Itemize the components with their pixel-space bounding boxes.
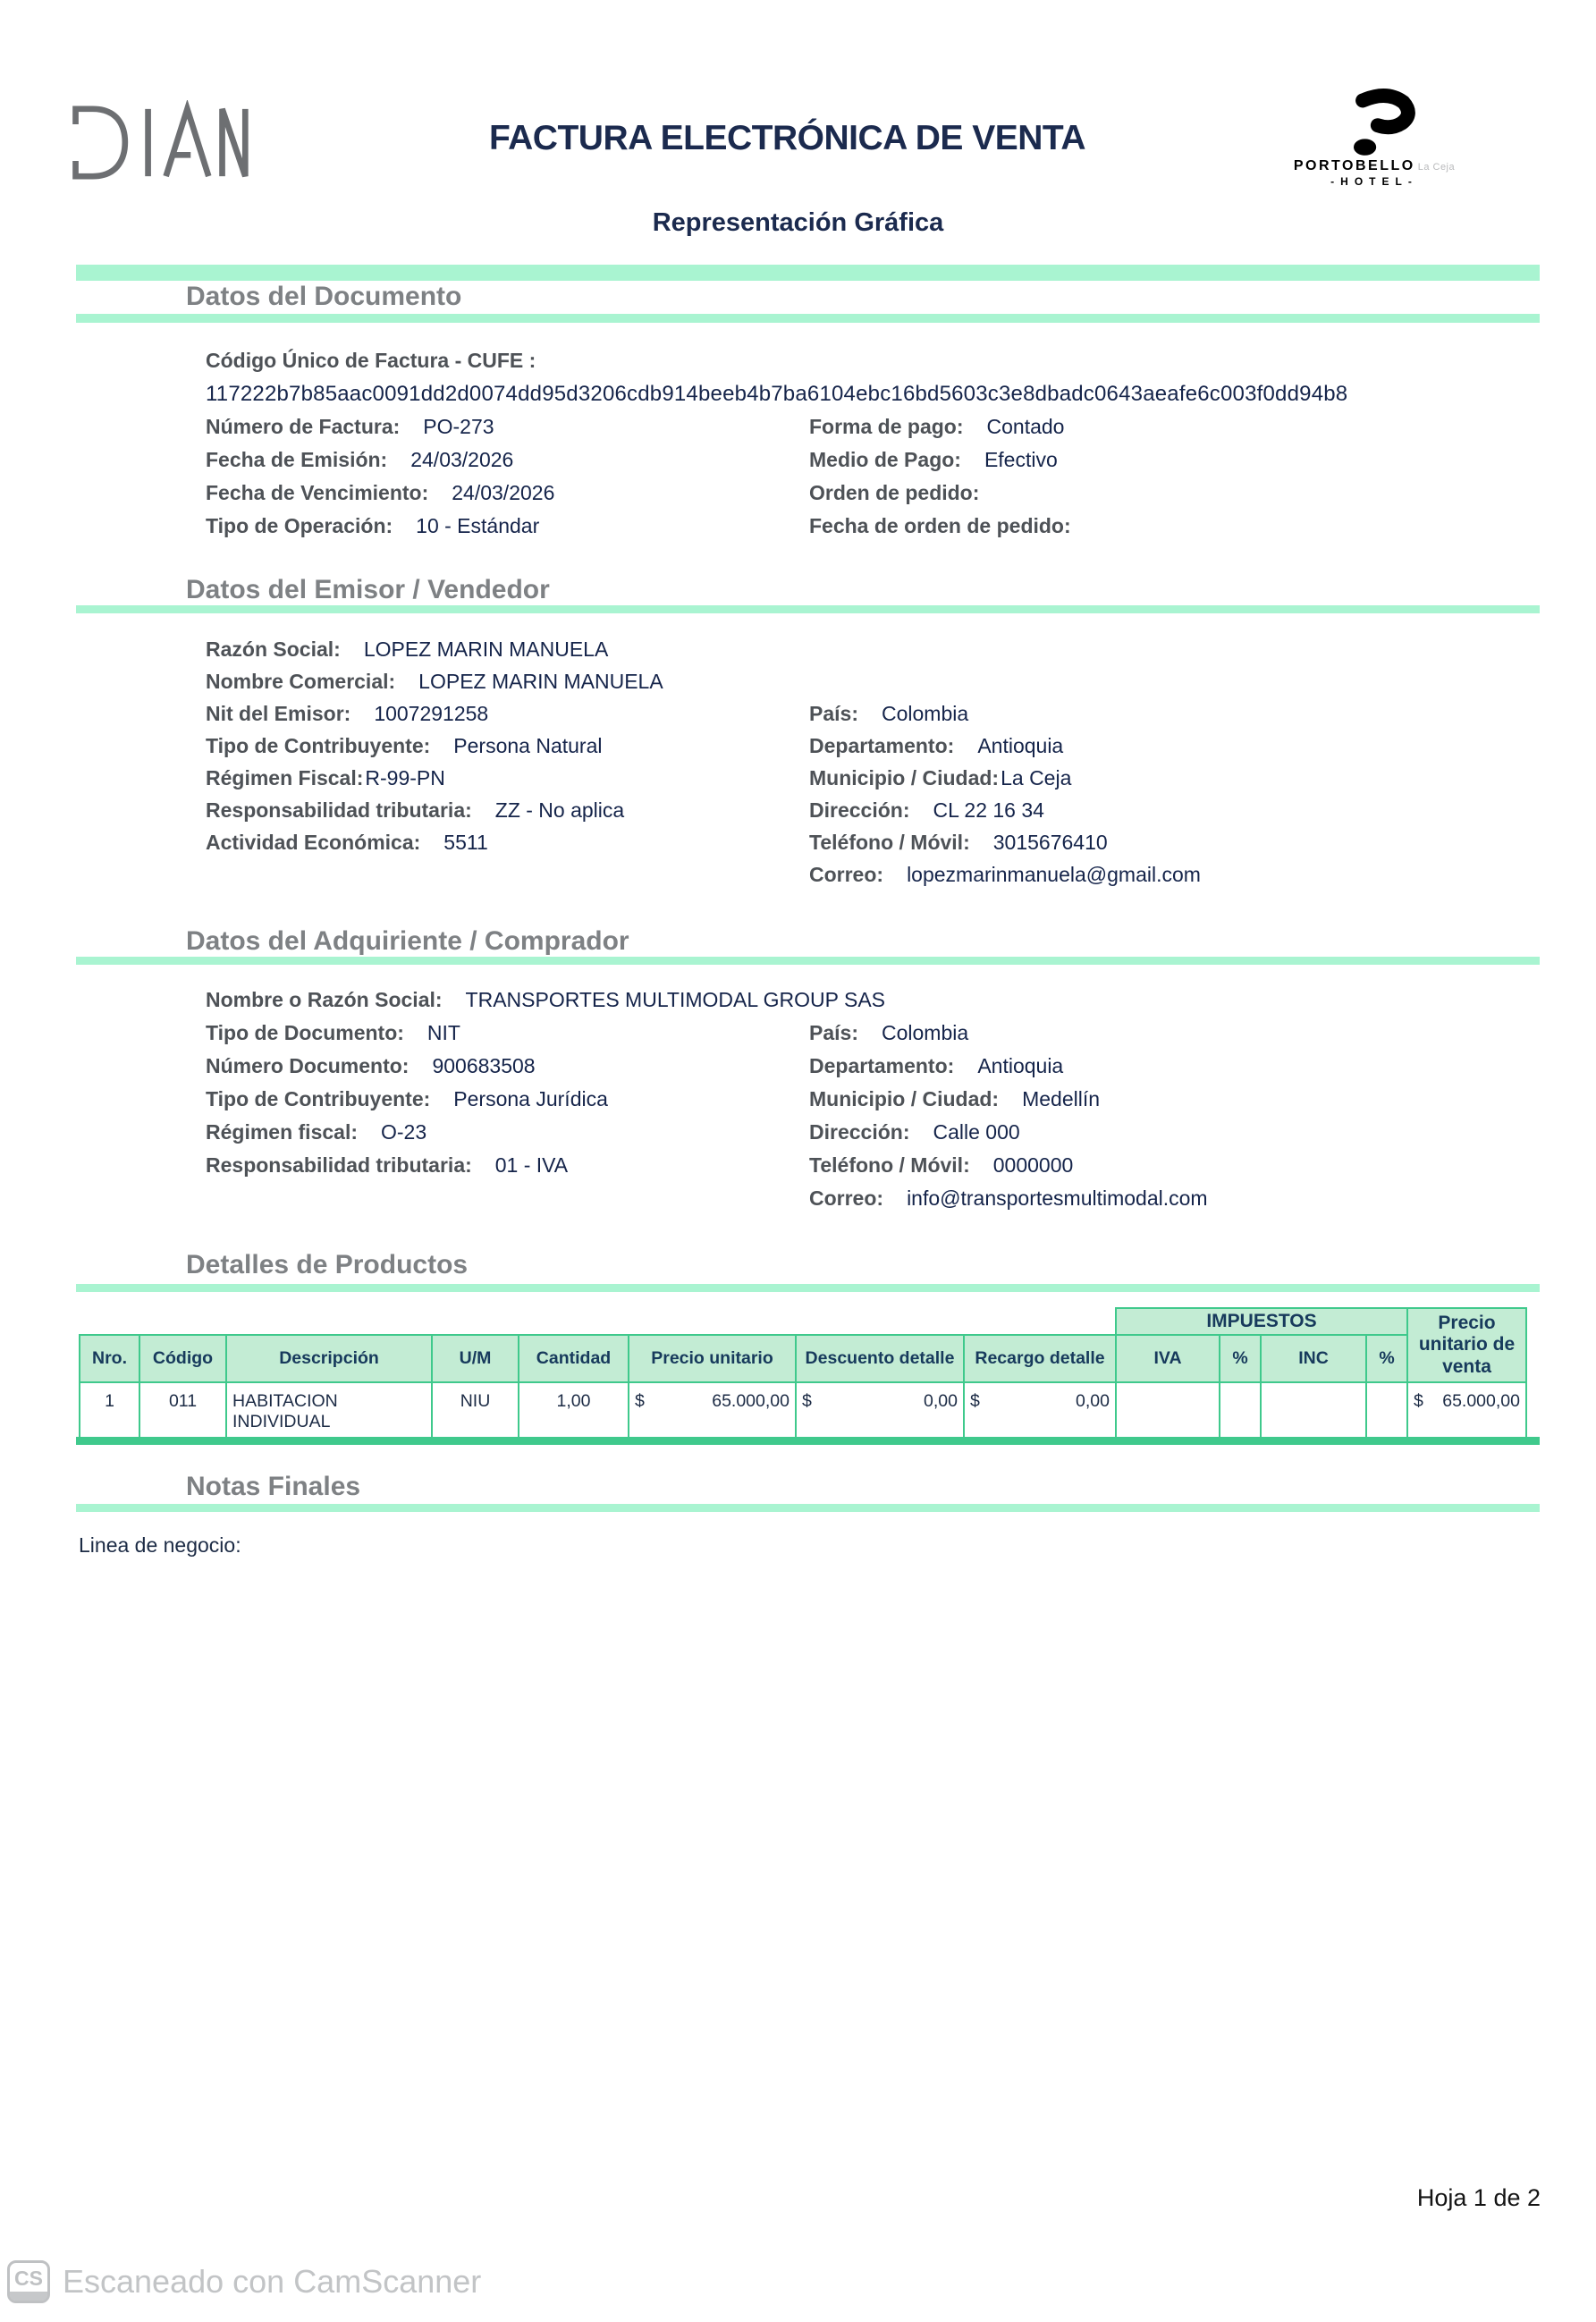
cell-descuento	[796, 1382, 964, 1438]
field-row	[0, 697, 1596, 730]
col-header-recargo: Recargo detalle	[964, 1335, 1116, 1382]
col-header-inc-pct: %	[1366, 1335, 1407, 1382]
field-label: Número Documento:	[206, 1054, 410, 1077]
field-label: País:	[809, 702, 858, 725]
field-label: Régimen fiscal:	[206, 1120, 358, 1144]
field-value: 24/03/2026	[410, 448, 514, 471]
field-row	[0, 443, 1596, 477]
cell-precio-venta	[1407, 1382, 1526, 1438]
field-label: Fecha de orden de pedido:	[809, 514, 1071, 537]
field-value: Efectivo	[984, 448, 1058, 471]
field-value: 1007291258	[374, 702, 489, 725]
field-label: Número de Factura:	[206, 415, 401, 438]
field-row	[0, 1182, 1596, 1215]
section-underline	[76, 605, 1540, 613]
field-label: Medio de Pago:	[809, 448, 961, 471]
camscanner-icon-strip	[10, 2292, 47, 2301]
amount: 0,00	[1076, 1391, 1110, 1411]
amount: 65.000,00	[712, 1391, 790, 1411]
impuestos-header: IMPUESTOS	[1116, 1308, 1407, 1335]
top-divider-band	[76, 265, 1540, 281]
field-value: NIT	[426, 1021, 460, 1044]
field-label: Tipo de Contribuyente:	[206, 734, 431, 757]
brand-name: PORTOBELLO	[1293, 158, 1415, 173]
field-row	[0, 730, 1596, 762]
section-title-productos: Detalles de Productos	[186, 1250, 469, 1279]
section-underline	[76, 1284, 1540, 1292]
cell-inc-pct	[1366, 1382, 1407, 1438]
field-value: 3015676410	[992, 831, 1108, 854]
field-label: Dirección:	[809, 1120, 910, 1144]
field-label: Actividad Económica:	[206, 831, 421, 854]
field-label: Fecha de Vencimiento:	[206, 481, 429, 504]
field-value: O-23	[381, 1120, 427, 1144]
field-row	[0, 794, 1596, 826]
amount: 65.000,00	[1442, 1391, 1520, 1411]
field-label: Tipo de Operación:	[206, 514, 393, 537]
field-row	[0, 344, 1596, 377]
table-bottom-bar	[76, 1437, 1540, 1445]
section-title-notas: Notas Finales	[186, 1472, 361, 1501]
field-label: Departamento:	[809, 734, 955, 757]
field-row	[0, 1050, 1596, 1083]
field-label: Forma de pago:	[809, 415, 964, 438]
field-row	[0, 377, 1596, 410]
field-label: Teléfono / Móvil:	[809, 1153, 970, 1177]
field-row	[0, 762, 1596, 794]
field-value: TRANSPORTES MULTIMODAL GROUP SAS	[465, 988, 886, 1011]
field-label: País:	[809, 1021, 858, 1044]
field-row	[0, 1149, 1596, 1182]
field-value: Antioquia	[977, 1054, 1064, 1077]
col-header-um: U/M	[432, 1335, 519, 1382]
cell-precio-unitario	[629, 1382, 796, 1438]
field-value: La Ceja	[1001, 766, 1072, 789]
col-header-inc: INC	[1261, 1335, 1366, 1382]
field-value: R-99-PN	[365, 766, 445, 789]
field-value: 24/03/2026	[452, 481, 555, 504]
field-value: PO-273	[423, 415, 494, 438]
field-label: Correo:	[809, 1186, 884, 1210]
product-row	[80, 1382, 1526, 1438]
field-value: ZZ - No aplica	[494, 798, 625, 822]
field-value: Persona Natural	[453, 734, 603, 757]
currency-symbol: $	[970, 1391, 980, 1411]
section-underline	[76, 957, 1540, 965]
col-header-codigo: Código	[139, 1335, 226, 1382]
field-row	[0, 1083, 1596, 1116]
field-label: Departamento:	[809, 1054, 955, 1077]
section-underline	[76, 314, 1540, 323]
field-value: Persona Jurídica	[453, 1087, 608, 1110]
invoice-title: FACTURA ELECTRÓNICA DE VENTA	[488, 119, 1086, 157]
cell-iva-pct	[1220, 1382, 1261, 1438]
field-label: Nombre o Razón Social:	[206, 988, 443, 1011]
currency-symbol: $	[802, 1391, 812, 1411]
field-label: Tipo de Contribuyente:	[206, 1087, 431, 1110]
field-label: Correo:	[809, 863, 884, 886]
brand-city-label: La Ceja	[1417, 162, 1456, 173]
products-table	[79, 1307, 1527, 1439]
col-header-iva-pct: %	[1220, 1335, 1261, 1382]
brand-hotel-label: -HOTEL-	[1330, 174, 1418, 188]
field-label: Municipio / Ciudad:	[809, 1087, 1000, 1110]
field-value: 0000000	[992, 1153, 1074, 1177]
representation-subtitle: Representación Gráfica	[652, 208, 944, 237]
field-row	[0, 826, 1596, 858]
field-label: Teléfono / Móvil:	[809, 831, 970, 854]
page-indicator: Hoja 1 de 2	[1416, 2184, 1541, 2211]
col-header-cantidad: Cantidad	[519, 1335, 629, 1382]
field-label: Nit del Emisor:	[206, 702, 351, 725]
col-header-descuento: Descuento detalle	[796, 1335, 964, 1382]
field-value: Antioquia	[977, 734, 1064, 757]
field-label: Dirección:	[809, 798, 910, 822]
field-label: Razón Social:	[206, 637, 341, 661]
field-value: lopezmarinmanuela@gmail.com	[907, 863, 1201, 886]
col-header-precio-unitario: Precio unitario	[629, 1335, 796, 1382]
field-value: 5511	[443, 831, 488, 854]
field-row	[0, 858, 1596, 891]
camscanner-icon	[7, 2260, 50, 2303]
cufe-value: 117222b7b85aac0091dd2d0074dd95d3206cdb914beeb4b7ba6104ebc16bd5603c3e8dbadc0643aeafe6c003f0dd94b8	[206, 382, 1348, 406]
field-label: Orden de pedido:	[809, 481, 980, 504]
cell-codigo: 011	[139, 1382, 226, 1438]
field-row	[0, 1116, 1596, 1149]
camscanner-icon-label: CS	[14, 2267, 43, 2290]
field-row	[0, 510, 1596, 543]
brand-name-row	[1285, 159, 1464, 174]
field-label: Régimen Fiscal:	[206, 766, 364, 789]
field-value: info@transportesmultimodal.com	[907, 1186, 1208, 1210]
field-row	[0, 477, 1596, 510]
field-value: Medellín	[1022, 1087, 1101, 1110]
portobello-mark-icon	[1328, 84, 1422, 159]
field-label: Tipo de Documento:	[206, 1021, 404, 1044]
documento-rows	[0, 344, 1596, 543]
cell-nro: 1	[80, 1382, 139, 1438]
amount: 0,00	[924, 1391, 958, 1411]
currency-symbol: $	[1414, 1391, 1423, 1411]
col-header-iva: IVA	[1116, 1335, 1220, 1382]
portobello-logo	[1285, 84, 1464, 188]
cell-recargo	[964, 1382, 1116, 1438]
field-value: 10 - Estándar	[416, 514, 540, 537]
field-row	[0, 1017, 1596, 1050]
field-row	[0, 633, 1596, 665]
col-header-nro: Nro.	[80, 1335, 139, 1382]
cell-iva	[1116, 1382, 1220, 1438]
field-label: Municipio / Ciudad:	[809, 766, 1000, 789]
section-title-adquiriente: Datos del Adquiriente / Comprador	[186, 926, 629, 956]
field-row	[0, 984, 1596, 1017]
cell-um: NIU	[432, 1382, 519, 1438]
field-label: Responsabilidad tributaria:	[206, 1153, 472, 1177]
cell-inc	[1261, 1382, 1366, 1438]
field-value: Colombia	[881, 702, 969, 725]
field-value: Contado	[986, 415, 1065, 438]
camscanner-text: Escaneado con CamScanner	[63, 2263, 482, 2300]
table-spacer-cell	[80, 1308, 1116, 1335]
linea-negocio-label: Linea de negocio:	[79, 1533, 241, 1557]
field-label: Nombre Comercial:	[206, 670, 396, 693]
field-value: Colombia	[881, 1021, 969, 1044]
currency-symbol: $	[635, 1391, 645, 1411]
field-value: LOPEZ MARIN MANUELA	[363, 637, 609, 661]
col-header-descripcion: Descripción	[226, 1335, 432, 1382]
field-row	[0, 410, 1596, 443]
cell-descripcion: HABITACION INDIVIDUAL	[226, 1382, 432, 1438]
section-title-documento: Datos del Documento	[186, 282, 462, 311]
section-underline	[76, 1504, 1540, 1512]
emisor-rows	[0, 633, 1596, 891]
camscanner-footer	[7, 2260, 481, 2303]
precio-venta-header: Precio unitario de venta	[1407, 1308, 1526, 1382]
cufe-label: Código Único de Factura - CUFE :	[206, 349, 536, 372]
field-value: LOPEZ MARIN MANUELA	[418, 670, 663, 693]
cell-cantidad: 1,00	[519, 1382, 629, 1438]
field-value: Calle 000	[933, 1120, 1020, 1144]
field-label: Fecha de Emisión:	[206, 448, 388, 471]
field-value: CL 22 16 34	[933, 798, 1044, 822]
field-value: 900683508	[432, 1054, 536, 1077]
field-label: Responsabilidad tributaria:	[206, 798, 472, 822]
field-row	[0, 665, 1596, 697]
section-title-emisor: Datos del Emisor / Vendedor	[186, 575, 550, 604]
adquiriente-rows	[0, 984, 1596, 1215]
field-value: 01 - IVA	[494, 1153, 569, 1177]
